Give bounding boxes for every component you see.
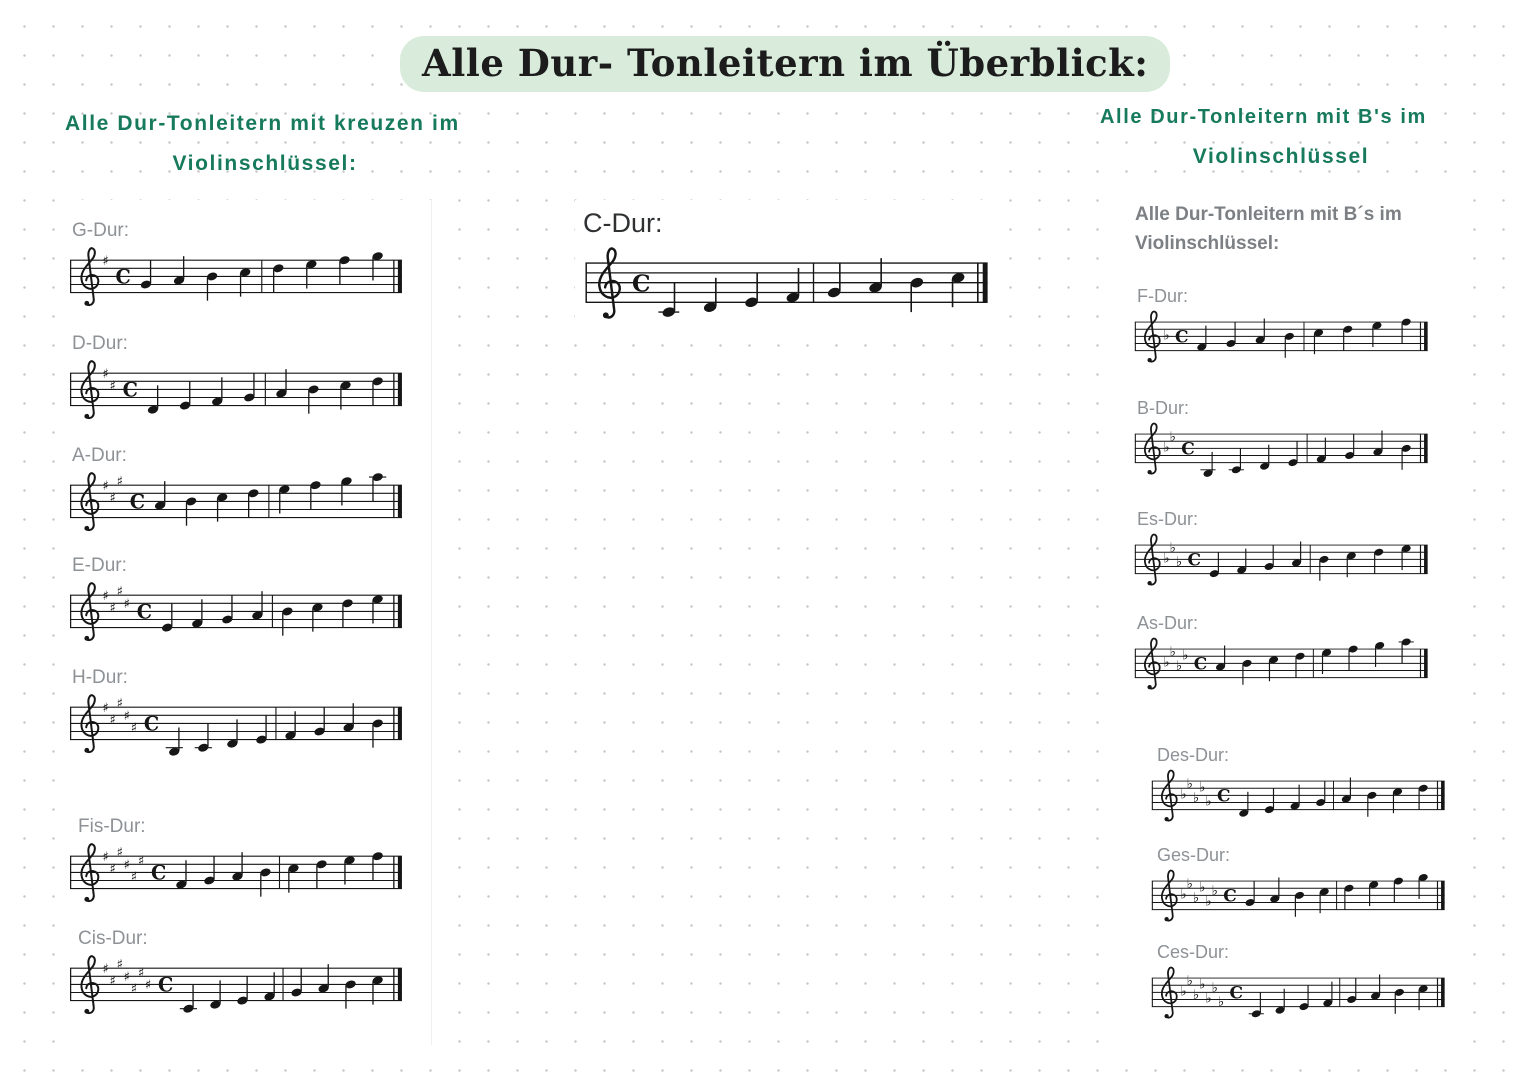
flat-sign-icon: ♭ (1217, 995, 1225, 1011)
flat-sign-icon: ♭ (1211, 883, 1218, 899)
staff-e-dur (68, 577, 408, 666)
sharp-sign-icon: ♯ (123, 596, 131, 612)
common-time-icon: C (1181, 438, 1195, 459)
flat-sign-icon: ♭ (1199, 977, 1206, 993)
sharp-sign-icon: ♯ (109, 600, 116, 616)
page-title (400, 36, 1170, 92)
common-time-icon: C (1223, 885, 1237, 906)
staff-notation (68, 242, 408, 331)
sharp-sign-icon: ♯ (116, 957, 123, 973)
sharp-sign-icon: ♯ (109, 378, 116, 394)
flat-sign-icon: ♭ (1163, 551, 1170, 567)
staff-notation (1133, 418, 1433, 497)
sharp-sign-icon: ♯ (116, 845, 123, 861)
sharp-sign-icon: ♯ (102, 700, 109, 716)
printed-header-flats (1135, 200, 1445, 258)
staff-cis-dur (68, 950, 408, 1039)
flat-sign-icon: ♭ (1192, 891, 1200, 907)
common-time-icon: C (129, 490, 146, 514)
flat-sign-icon: ♭ (1192, 791, 1200, 807)
common-time-icon: C (1229, 982, 1243, 1003)
staff-d-dur (68, 355, 408, 444)
common-time-icon: C (122, 378, 138, 402)
page-title-text: Alle Dur- Tonleitern im Überblick: (400, 36, 1170, 92)
flat-sign-icon: ♭ (1211, 980, 1218, 996)
common-time-icon: C (136, 600, 153, 624)
sharp-sign-icon: ♯ (109, 712, 116, 728)
scale-label-des-dur: Des-Dur: (1157, 745, 1230, 765)
staff-g-dur (68, 242, 408, 331)
sharp-sign-icon: ♯ (102, 253, 109, 269)
scale-label-ges-dur: Ges-Dur: (1157, 845, 1231, 865)
sharp-sign-icon: ♯ (109, 861, 116, 877)
scale-label-fis-dur: Fis-Dur: (78, 816, 146, 837)
scale-label-f-dur: F-Dur: (1137, 286, 1188, 306)
flat-sign-icon: ♭ (1180, 787, 1187, 803)
flat-sign-icon: ♭ (1205, 991, 1212, 1007)
staff-notation (68, 838, 408, 927)
flat-sign-icon: ♭ (1205, 894, 1212, 910)
common-time-icon: C (158, 973, 174, 997)
staff-notation (583, 241, 995, 349)
flat-sign-icon: ♭ (1163, 655, 1170, 671)
common-time-icon: C (1193, 653, 1208, 674)
sharp-sign-icon: ♯ (102, 366, 109, 382)
sharp-sign-icon: ♯ (116, 474, 123, 490)
sharp-sign-icon: ♯ (116, 584, 123, 600)
sharp-sign-icon: ♯ (102, 588, 109, 604)
scale-label-es-dur: Es-Dur: (1137, 509, 1199, 529)
sharp-sign-icon: ♯ (123, 857, 131, 873)
flat-sign-icon: ♭ (1163, 440, 1170, 456)
staff-notation (1150, 765, 1450, 844)
sharp-sign-icon: ♯ (102, 961, 109, 977)
staff-notation (68, 950, 408, 1039)
sharp-sign-icon: ♯ (137, 965, 145, 981)
scale-label-cis-dur: Cis-Dur: (78, 928, 148, 949)
flat-sign-icon: ♭ (1186, 776, 1193, 792)
printed-header-flats-line1: Alle Dur-Tonleitern mit B´s im (1135, 204, 1402, 225)
sharp-sign-icon: ♯ (123, 708, 131, 724)
flat-sign-icon: ♭ (1186, 876, 1193, 892)
staff-c-dur (583, 241, 995, 349)
scale-label-a-dur: A-Dur: (72, 445, 127, 466)
scale-label-g-dur: G-Dur: (72, 220, 129, 241)
scale-label-c-dur: C-Dur: (583, 208, 663, 238)
common-time-icon: C (1174, 326, 1189, 347)
flat-sign-icon: ♭ (1175, 555, 1183, 571)
flat-sign-icon: ♭ (1199, 780, 1206, 796)
staff-notation (1133, 529, 1433, 608)
flat-sign-icon: ♭ (1180, 887, 1187, 903)
sharp-sign-icon: ♯ (102, 849, 109, 865)
sharp-sign-icon: ♯ (137, 853, 145, 869)
flat-sign-icon: ♭ (1182, 648, 1189, 664)
staff-fis-dur (68, 838, 408, 927)
sharp-sign-icon: ♯ (116, 696, 123, 712)
staff-notation (1133, 633, 1433, 712)
sharp-sign-icon: ♯ (130, 721, 138, 737)
sharp-sign-icon: ♯ (144, 977, 152, 993)
common-time-icon: C (143, 712, 160, 736)
flat-sign-icon: ♭ (1169, 429, 1176, 445)
sharp-sign-icon: ♯ (123, 969, 131, 985)
scale-label-b-dur: B-Dur: (1137, 398, 1190, 418)
staff-es-dur (1133, 529, 1433, 608)
sharp-sign-icon: ♯ (102, 478, 109, 494)
staff-notation (1150, 962, 1450, 1041)
common-time-icon: C (115, 265, 131, 289)
handwritten-header-flats-line1: Alle Dur-Tonleitern mit B's im (1100, 106, 1427, 128)
staff-a-dur (68, 467, 408, 556)
handwritten-header-sharps-line1: Alle Dur-Tonleitern mit kreuzen im (65, 112, 460, 135)
staff-ces-dur (1150, 962, 1450, 1041)
staff-des-dur (1150, 765, 1450, 844)
flat-sign-icon: ♭ (1186, 973, 1193, 989)
common-time-icon: C (632, 270, 651, 298)
staff-h-dur (68, 689, 408, 778)
staff-ges-dur (1150, 865, 1450, 944)
handwritten-header-sharps-line2: Violinschlüssel: (172, 152, 358, 175)
flat-sign-icon: ♭ (1199, 880, 1206, 896)
sharp-sign-icon: ♯ (109, 490, 116, 506)
flat-sign-icon: ♭ (1163, 328, 1170, 344)
common-time-icon: C (150, 861, 167, 885)
sharp-sign-icon: ♯ (130, 870, 138, 886)
common-time-icon: C (1187, 549, 1201, 570)
staff-notation (68, 577, 408, 666)
handwritten-header-flats-line2: Violinschlüssel (1192, 145, 1370, 168)
scale-label-e-dur: E-Dur: (72, 555, 127, 576)
handwritten-header-flats (1100, 106, 1462, 169)
staff-b-dur (1133, 418, 1433, 497)
staff-notation (68, 467, 408, 556)
scale-label-ces-dur: Ces-Dur: (1157, 942, 1230, 962)
flat-sign-icon: ♭ (1169, 644, 1176, 660)
staff-as-dur (1133, 633, 1433, 712)
staff-notation (68, 355, 408, 444)
staff-notation (1150, 865, 1450, 944)
scale-label-d-dur: D-Dur: (72, 333, 128, 354)
printed-header-flats-line2: Violinschlüssel: (1135, 233, 1280, 254)
sharp-sign-icon: ♯ (109, 973, 116, 989)
flat-sign-icon: ♭ (1192, 988, 1200, 1004)
flat-sign-icon: ♭ (1169, 540, 1176, 556)
flat-sign-icon: ♭ (1175, 659, 1183, 675)
staff-notation (68, 689, 408, 778)
scale-label-as-dur: As-Dur: (1137, 613, 1199, 633)
scale-label-h-dur: H-Dur: (72, 667, 128, 688)
staff-f-dur (1133, 306, 1433, 385)
sharp-sign-icon: ♯ (130, 982, 138, 998)
handwritten-header-sharps (65, 112, 465, 176)
flat-sign-icon: ♭ (1205, 794, 1212, 810)
staff-notation (1133, 306, 1433, 385)
common-time-icon: C (1216, 785, 1231, 806)
flat-sign-icon: ♭ (1180, 984, 1187, 1000)
